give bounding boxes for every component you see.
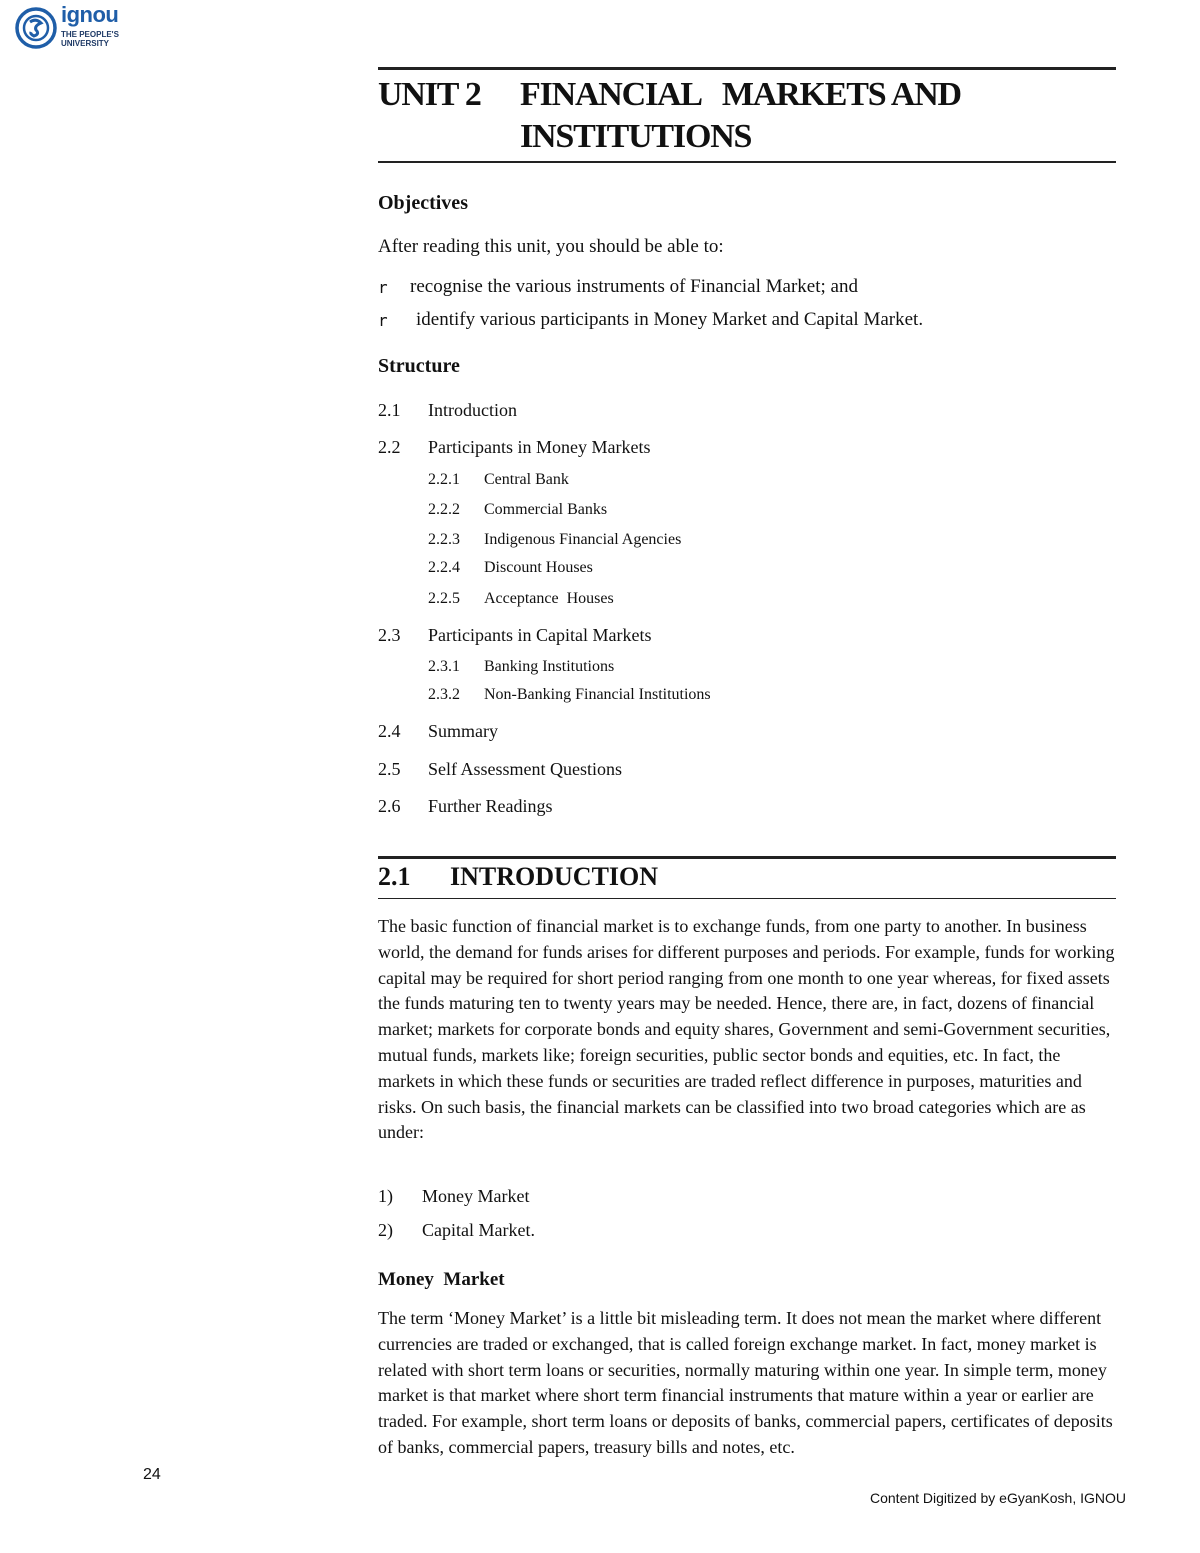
section-rule	[378, 856, 1116, 859]
bullet-marker: r	[378, 278, 388, 297]
money-market-paragraph: The term ‘Money Market’ is a little bit misleading term. It does not mean the market where different currencies are traded or exchanged, that is called foreign exchange market. In fact, money market is related with short term loans or securities, normally maturing within one year. In simple term, money market is that market where short term financial instruments that mature within a year or earlier are traded. For example, short term loans or deposits of banks, commercial papers, certificates of deposits of banks, commercial papers, treasury bills and notes, etc.	[378, 1308, 1113, 1457]
money-market-heading: Money Market	[378, 1269, 505, 1290]
title-bottom-rule	[378, 161, 1116, 163]
unit-title-line-2: INSTITUTIONS	[520, 118, 752, 155]
logo-tagline: THE PEOPLE'S UNIVERSITY	[61, 30, 119, 48]
page-number: 24	[143, 1466, 161, 1483]
footer-credit: Content Digitized by eGyanKosh, IGNOU	[870, 1490, 1127, 1506]
unit-number: UNIT 2	[378, 76, 481, 113]
bullet-marker: r	[378, 311, 388, 330]
structure-heading: Structure	[378, 355, 460, 377]
ignou-emblem-icon	[14, 6, 58, 50]
objectives-intro: After reading this unit, you should be able to:	[378, 236, 724, 257]
introduction-paragraph: The basic function of financial market is to exchange funds, from one party to another. In business world, the demand for funds arises for different purposes and periods. For example, funds for working capital may be required for short period ranging from one month to one year whereas, for fixed assets the funds maturing ten to twenty years may be needed. Hence, there are, in fact, dozens of financial market; markets for corporate bonds and equity shares, Government and semi-Government securities, mutual funds, markets like; foreign securities, public sector bonds and equities, etc. In fact, the markets in which these funds or securities are traded reflect difference in purposes, maturities and risks. On such basis, the financial markets can be classified into two broad categories which are as under:	[378, 916, 1115, 1143]
objectives-heading: Objectives	[378, 192, 468, 214]
section-underline	[378, 898, 1116, 899]
logo-wordmark: ignou	[61, 2, 119, 27]
ignou-logo	[14, 4, 144, 52]
title-top-rule	[378, 67, 1116, 70]
unit-title-line-1: FINANCIAL MARKETS AND	[520, 76, 961, 113]
